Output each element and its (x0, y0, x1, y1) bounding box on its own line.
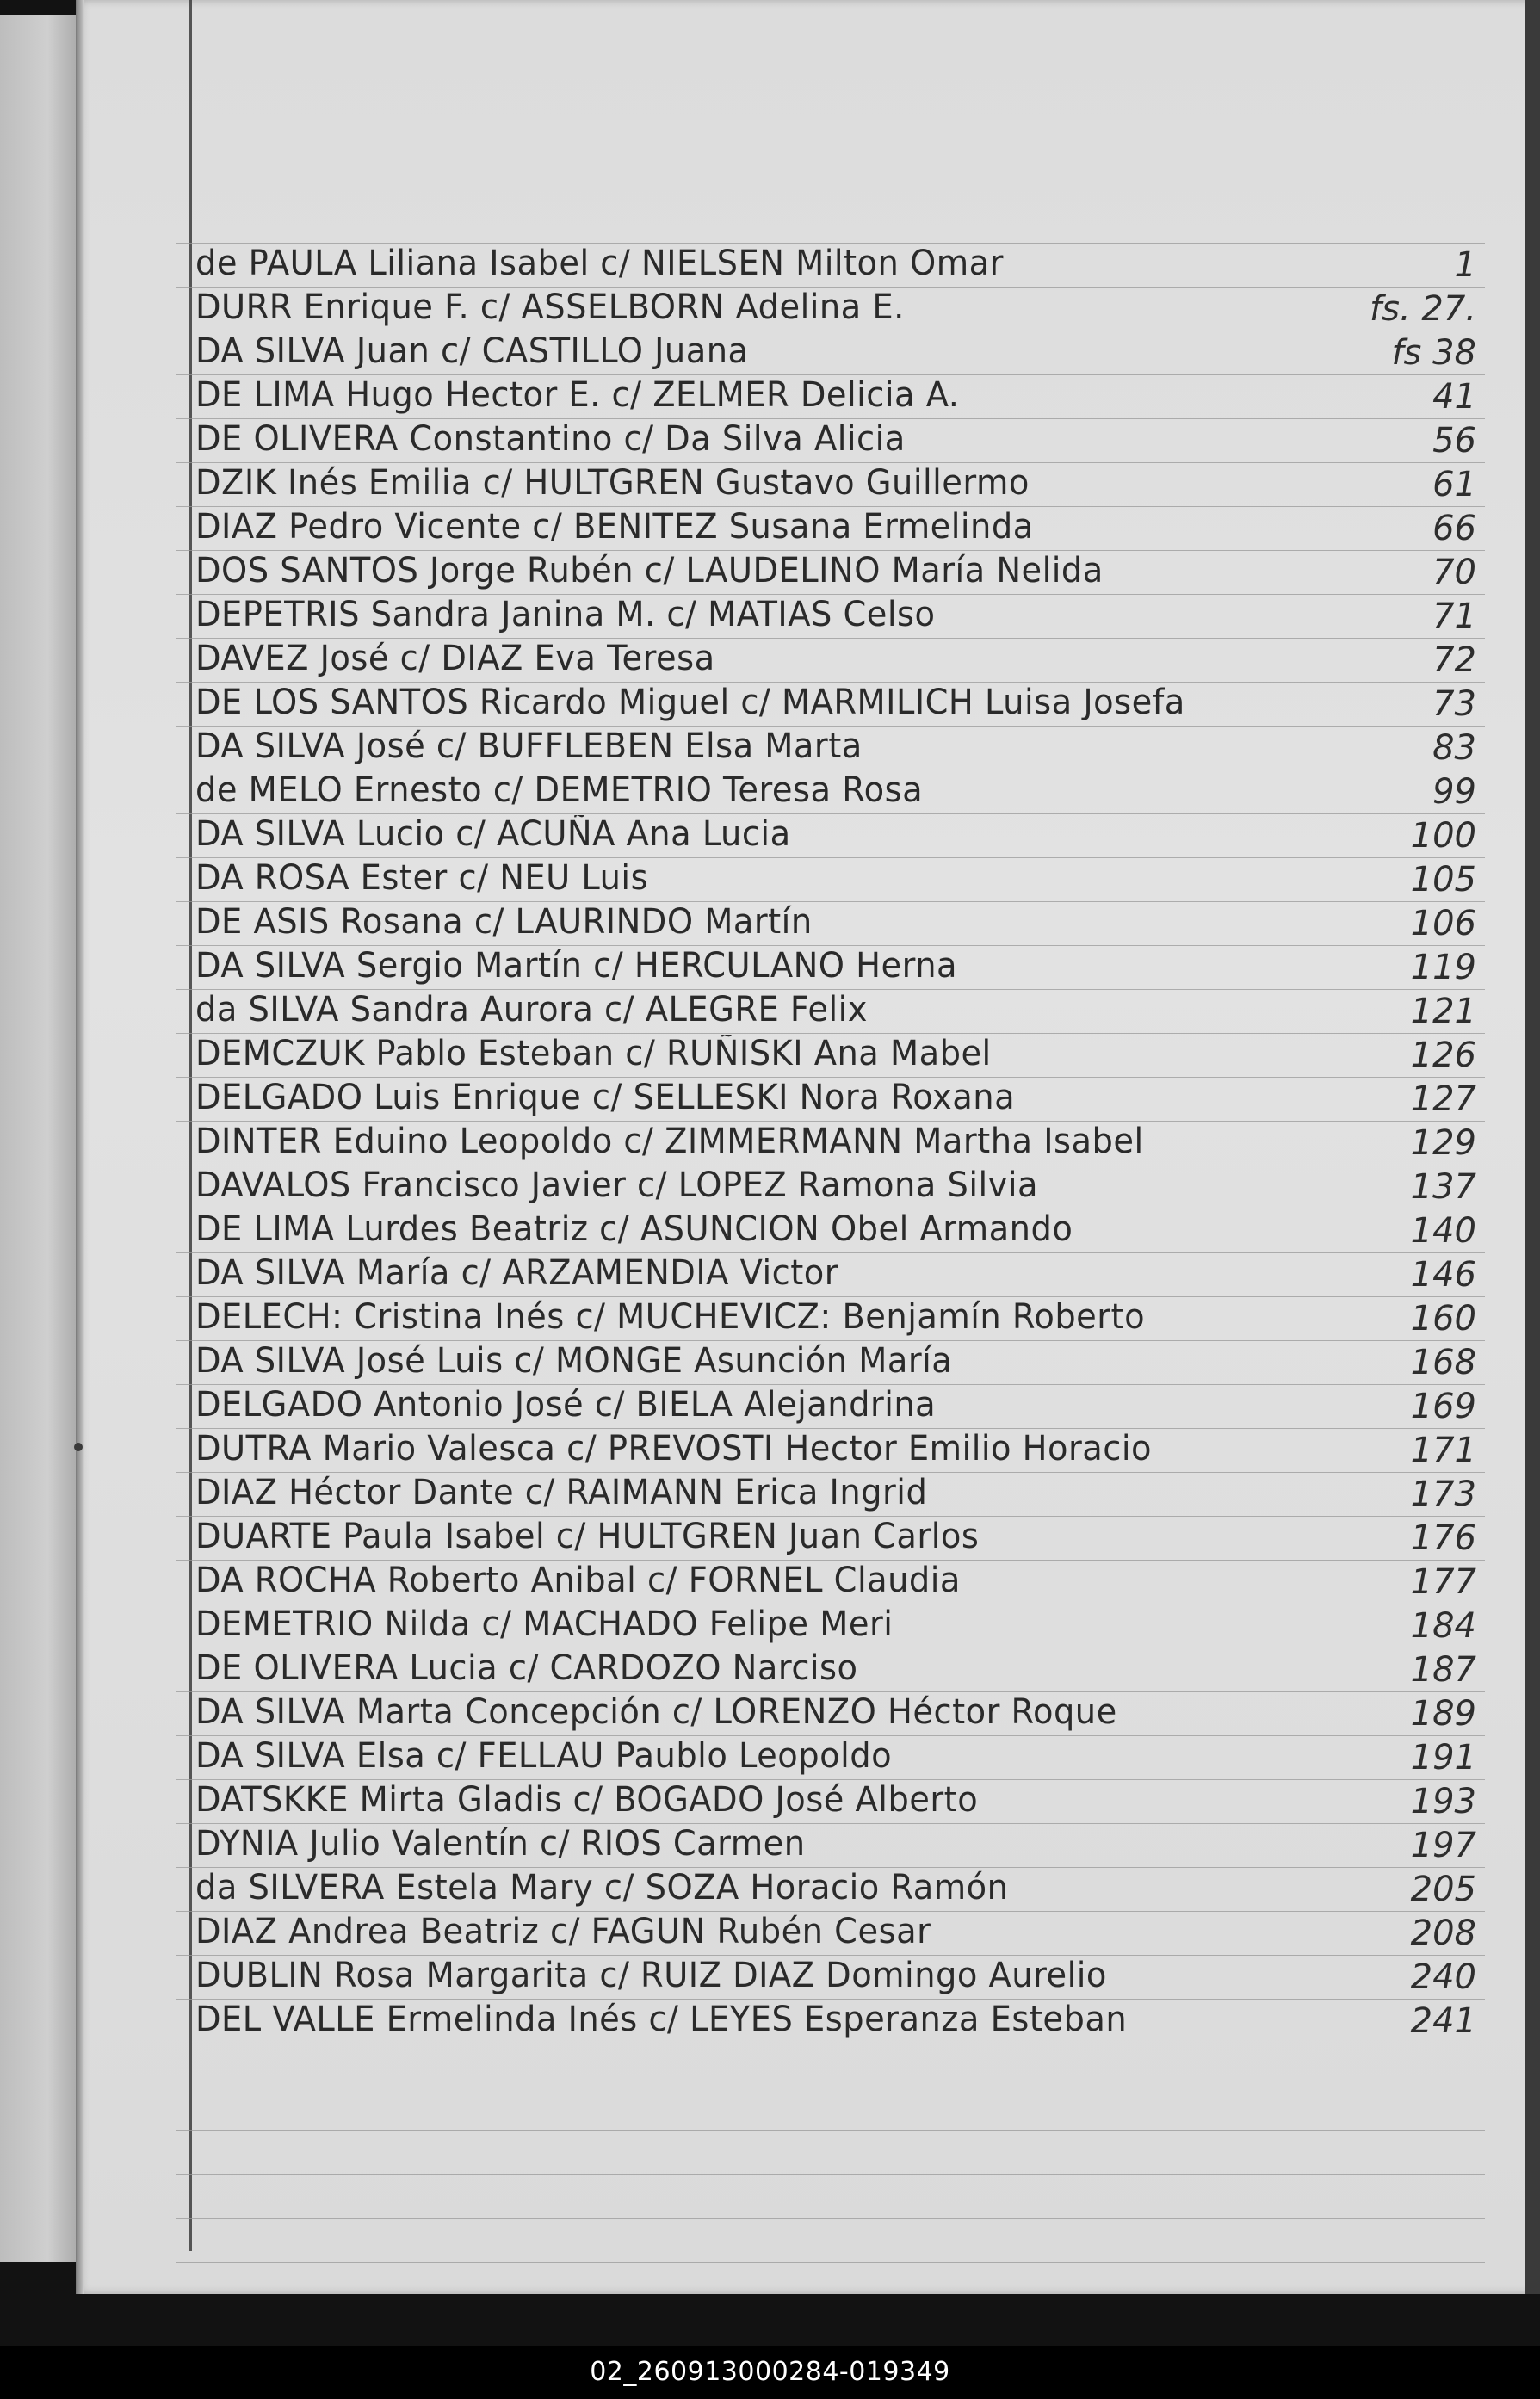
ledger-entry (185, 1907, 1476, 1951)
entry-folio: 187 (1410, 1650, 1476, 1690)
ledger-entry (185, 766, 1476, 810)
ledger-entry (185, 1556, 1476, 1600)
ledger-entry (185, 547, 1476, 590)
entry-names: DA SILVA Elsa c/ FELLAU Paublo Leopoldo (195, 1737, 893, 1775)
entry-folio: 177 (1410, 1562, 1476, 1602)
entry-folio: 240 (1410, 1957, 1476, 1997)
entry-names: DE LOS SANTOS Ricardo Miguel c/ MARMILICH Luisa Josefa (195, 683, 1185, 721)
entry-folio: 137 (1410, 1167, 1476, 1207)
entry-folio: 168 (1410, 1343, 1476, 1382)
entry-folio: 191 (1410, 1738, 1476, 1778)
entry-names: DEMETRIO Nilda c/ MACHADO Felipe Meri (195, 1605, 894, 1643)
entry-names: DE ASIS Rosana c/ LAURINDO Martín (195, 903, 813, 941)
ledger-entry (185, 1776, 1476, 1820)
entry-folio: 66 (1432, 509, 1476, 548)
entry-folio: 72 (1432, 640, 1476, 680)
entry-folio: 160 (1410, 1299, 1476, 1339)
entry-folio: 176 (1410, 1518, 1476, 1558)
entry-names: DINTER Eduino Leopoldo c/ ZIMMERMANN Martha Isabel (195, 1122, 1144, 1160)
ledger-entry (185, 1117, 1476, 1161)
ledger-entry (185, 1161, 1476, 1205)
ledger-entry (185, 1293, 1476, 1337)
entry-folio: 106 (1410, 904, 1476, 943)
entry-folio: 56 (1432, 421, 1476, 461)
entry-names: DA SILVA Lucio c/ ACUÑA Ana Lucia (195, 815, 791, 853)
ledger-entry (185, 1249, 1476, 1293)
ledger-entry (185, 854, 1476, 898)
binding-stitch (74, 1443, 83, 1451)
ledger-entry (185, 1644, 1476, 1688)
ledger-entry (185, 503, 1476, 547)
entry-names: DZIK Inés Emilia c/ HULTGREN Gustavo Guillermo (195, 464, 1030, 502)
entry-names: da SILVERA Estela Mary c/ SOZA Horacio Ramón (195, 1869, 1009, 1907)
entry-folio: 241 (1410, 2001, 1476, 2041)
entry-names: DA SILVA José Luis c/ MONGE Asunción María (195, 1342, 953, 1380)
entry-names: de PAULA Liliana Isabel c/ NIELSEN Milton Omar (195, 244, 1004, 282)
entry-names: DURR Enrique F. c/ ASSELBORN Adelina E. (195, 288, 905, 326)
ledger-entry (185, 678, 1476, 722)
ledger-entry (185, 1820, 1476, 1864)
ledger-entry (185, 1732, 1476, 1776)
entry-folio: 100 (1410, 816, 1476, 856)
entry-names: DEL VALLE Ermelinda Inés c/ LEYES Esperanza Esteban (195, 2000, 1128, 2038)
entry-folio: 189 (1410, 1694, 1476, 1734)
entry-folio: 127 (1410, 1079, 1476, 1119)
ledger-entry (185, 1864, 1476, 1907)
ledger-entry (185, 942, 1476, 986)
ruled-line (176, 2174, 1485, 2175)
entry-folio: 99 (1432, 772, 1476, 812)
ledger-entry (185, 239, 1476, 283)
ledger-entry (185, 1468, 1476, 1512)
ledger-entry (185, 1029, 1476, 1073)
entry-folio: 129 (1410, 1123, 1476, 1163)
ledger-entry (185, 1337, 1476, 1381)
entry-folio: 146 (1410, 1255, 1476, 1295)
entry-names: DAVEZ José c/ DIAZ Eva Teresa (195, 640, 715, 677)
entry-names: DA ROSA Ester c/ NEU Luis (195, 859, 649, 897)
ledger-entry (185, 1381, 1476, 1425)
ledger-entry (185, 1688, 1476, 1732)
entry-names: DIAZ Héctor Dante c/ RAIMANN Erica Ingrid (195, 1474, 928, 1512)
ruled-line (176, 2130, 1485, 2131)
entry-folio: 83 (1432, 728, 1476, 768)
entry-names: DUBLIN Rosa Margarita c/ RUIZ DIAZ Domingo Aurelio (195, 1957, 1107, 1994)
entry-names: DELECH: Cristina Inés c/ MUCHEVICZ: Benjamín Roberto (195, 1298, 1146, 1336)
ledger-entry (185, 986, 1476, 1029)
entry-folio: 173 (1410, 1475, 1476, 1514)
entry-names: DUARTE Paula Isabel c/ HULTGREN Juan Carlos (195, 1518, 980, 1555)
entry-names: DE OLIVERA Constantino c/ Da Silva Alicia (195, 420, 906, 458)
entry-names: DE OLIVERA Lucia c/ CARDOZO Narciso (195, 1649, 858, 1687)
entry-folio: 193 (1410, 1782, 1476, 1821)
ledger-entry (185, 634, 1476, 678)
ledger-entry (185, 1512, 1476, 1556)
entry-folio: 169 (1410, 1387, 1476, 1426)
entry-folio: 205 (1410, 1870, 1476, 1909)
entry-names: DELGADO Antonio José c/ BIELA Alejandrina (195, 1386, 937, 1424)
entry-folio: 121 (1410, 992, 1476, 1031)
ledger-entry (185, 898, 1476, 942)
book-spine-shadow (76, 0, 84, 2294)
entry-names: DA SILVA Juan c/ CASTILLO Juana (195, 332, 749, 370)
ledger-entry (185, 1951, 1476, 1995)
left-page-edge (0, 15, 79, 2262)
right-page-edge (1525, 0, 1540, 2294)
ledger-entry (185, 1995, 1476, 2039)
ledger-entry (185, 459, 1476, 503)
entry-folio: 208 (1410, 1914, 1476, 1953)
entry-folio: 1 (1454, 245, 1476, 285)
entry-folio: 105 (1410, 860, 1476, 900)
ledger-entry (185, 371, 1476, 415)
ledger-entry (185, 1600, 1476, 1644)
entry-names: DELGADO Luis Enrique c/ SELLESKI Nora Roxana (195, 1079, 1016, 1116)
entry-names: DIAZ Andrea Beatriz c/ FAGUN Rubén Cesar (195, 1913, 931, 1951)
entry-names: DE LIMA Hugo Hector E. c/ ZELMER Delicia A. (195, 376, 960, 414)
entry-names: DA SILVA Marta Concepción c/ LORENZO Héctor Roque (195, 1693, 1117, 1731)
entry-names: DAVALOS Francisco Javier c/ LOPEZ Ramona Silvia (195, 1166, 1039, 1204)
ledger-entry (185, 810, 1476, 854)
entry-folio: 41 (1432, 377, 1476, 417)
entry-names: DA SILVA José c/ BUFFLEBEN Elsa Marta (195, 727, 863, 765)
entry-folio: 126 (1410, 1036, 1476, 1075)
ledger-entry (185, 1205, 1476, 1249)
ledger-entry (185, 590, 1476, 634)
ruled-line (176, 2218, 1485, 2219)
ledger-entry (185, 283, 1476, 327)
entry-folio: 73 (1432, 684, 1476, 724)
entry-names: DYNIA Julio Valentín c/ RIOS Carmen (195, 1825, 806, 1863)
entry-names: de MELO Ernesto c/ DEMETRIO Teresa Rosa (195, 771, 924, 809)
entry-names: DEMCZUK Pablo Esteban c/ RUÑISKI Ana Mabel (195, 1035, 992, 1073)
entry-folio: 70 (1432, 553, 1476, 592)
entry-folio: fs. 27. (1370, 289, 1476, 329)
ledger-entry (185, 722, 1476, 766)
ledger-entry (185, 415, 1476, 459)
entry-names: DOS SANTOS Jorge Rubén c/ LAUDELINO María Nelida (195, 552, 1104, 590)
entry-folio: fs 38 (1391, 333, 1476, 373)
ruled-line (176, 2262, 1485, 2263)
entry-folio: 61 (1432, 465, 1476, 504)
ledger-entries (185, 239, 1476, 2039)
entry-folio: 119 (1410, 948, 1476, 987)
entry-names: DA SILVA Sergio Martín c/ HERCULANO Herna (195, 947, 958, 985)
entry-folio: 140 (1410, 1211, 1476, 1251)
entry-names: DATSKKE Mirta Gladis c/ BOGADO José Alberto (195, 1781, 979, 1819)
entry-names: DEPETRIS Sandra Janina M. c/ MATIAS Celso (195, 596, 936, 634)
image-id-label: 02_260913000284-019349 (590, 2357, 950, 2387)
ledger-entry (185, 1073, 1476, 1117)
entry-names: DA ROCHA Roberto Anibal c/ FORNEL Claudia (195, 1561, 961, 1599)
ledger-entry (185, 1425, 1476, 1468)
entry-names: DUTRA Mario Valesca c/ PREVOSTI Hector Emilio Horacio (195, 1430, 1152, 1468)
entry-names: DE LIMA Lurdes Beatriz c/ ASUNCION Obel Armando (195, 1210, 1073, 1248)
entry-folio: 184 (1410, 1606, 1476, 1646)
entry-names: DIAZ Pedro Vicente c/ BENITEZ Susana Ermelinda (195, 508, 1034, 546)
entry-folio: 71 (1432, 597, 1476, 636)
entry-folio: 171 (1410, 1431, 1476, 1470)
entry-folio: 197 (1410, 1826, 1476, 1865)
entry-names: DA SILVA María c/ ARZAMENDIA Victor (195, 1254, 838, 1292)
entry-names: da SILVA Sandra Aurora c/ ALEGRE Felix (195, 991, 868, 1029)
ledger-entry (185, 327, 1476, 371)
